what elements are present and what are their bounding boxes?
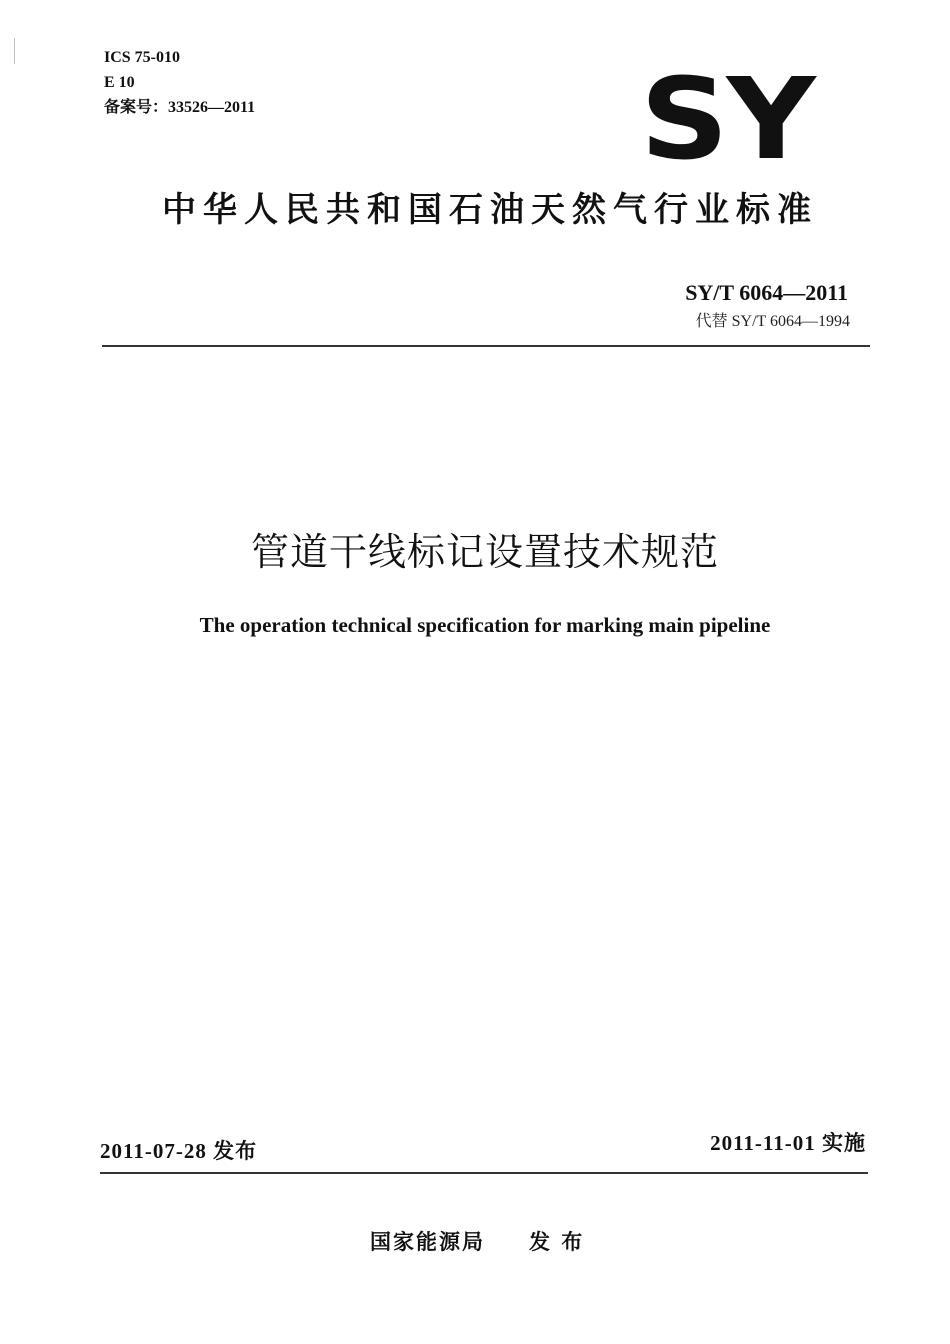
issue-date: 2011-07-28 发布	[100, 1139, 258, 1163]
replaced-standard: 代替 SY/T 6064—1994	[695, 313, 850, 330]
ics-code: ICS 75-010	[104, 49, 181, 66]
document-title-chinese: 管道干线标记设置技术规范	[250, 530, 719, 574]
publisher-line	[370, 1228, 584, 1256]
implementation-date: 2011-11-01 实施	[710, 1131, 866, 1155]
standard-code: SY/T 6064—2011	[685, 280, 848, 305]
industry-standard-heading: 中华人民共和国石油天然气行业标准	[162, 190, 818, 230]
publisher-name: 国家能源局	[370, 1230, 485, 1254]
document-title-english: The operation technical specification for marking main pipeline	[199, 613, 771, 637]
bottom-divider	[100, 1172, 868, 1174]
scan-edge-mark	[14, 38, 15, 64]
record-number: 备案号：33526—2011	[104, 99, 256, 116]
publish-action: 发 布	[529, 1230, 585, 1254]
classification-code: E 10	[104, 74, 135, 91]
sy-logo: SY	[640, 55, 814, 185]
top-divider	[102, 345, 870, 347]
